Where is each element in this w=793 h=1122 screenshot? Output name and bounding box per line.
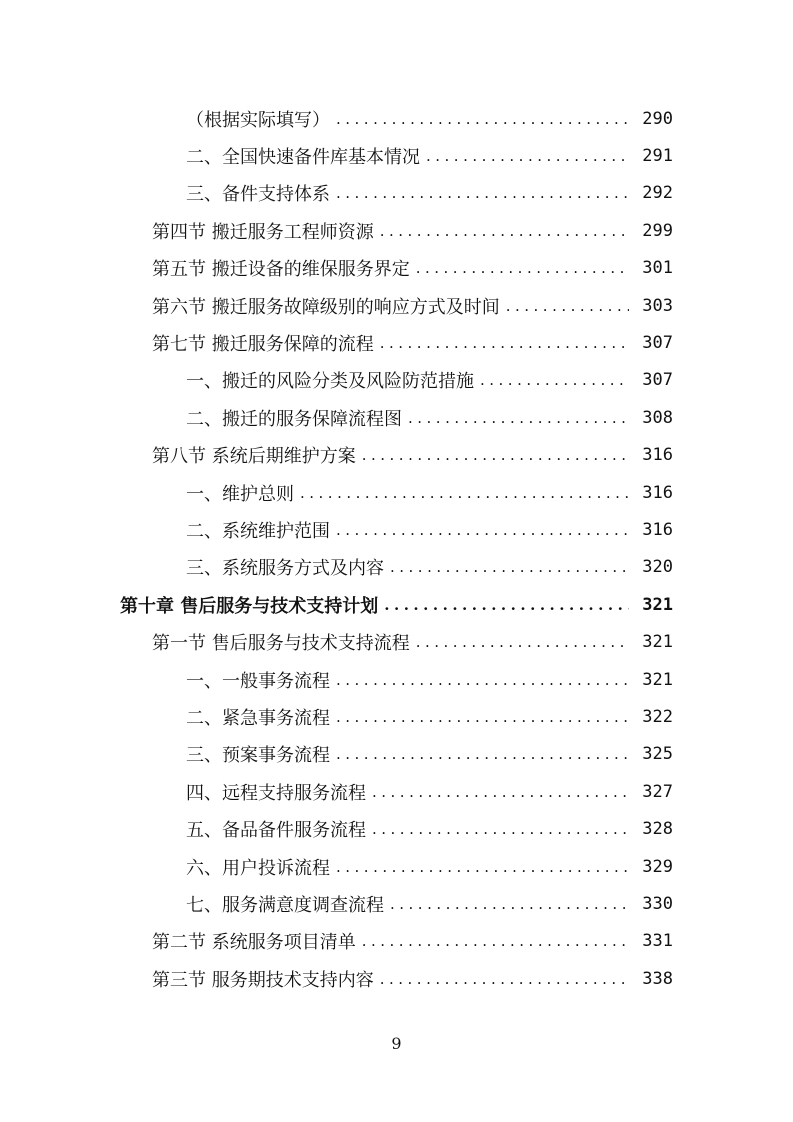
toc-entry[interactable] (0, 287, 793, 324)
toc-entry-page: 325 (642, 744, 673, 765)
toc-dot-leader (380, 334, 629, 352)
toc-entry-title: 第一节 售后服务与技术支持流程 (152, 633, 410, 655)
toc-entry[interactable] (0, 885, 793, 922)
toc-entry-page: 329 (642, 856, 673, 877)
toc-entry-title: 一、维护总则 (186, 483, 294, 505)
toc-dot-leader (416, 259, 629, 277)
toc-dot-leader (362, 446, 629, 464)
toc-entry[interactable] (0, 175, 793, 212)
toc-dot-leader (390, 558, 629, 576)
toc-entry-title: 第八节 系统后期维护方案 (152, 446, 356, 468)
toc-entry-page: 321 (642, 594, 673, 615)
toc-entry[interactable] (0, 773, 793, 810)
toc-entry-page: 299 (642, 220, 673, 241)
toc-dot-leader (336, 671, 629, 689)
toc-dot-leader (300, 484, 629, 502)
toc-entry[interactable] (0, 736, 793, 773)
toc-entry[interactable] (0, 399, 793, 436)
toc-dot-leader (372, 783, 629, 801)
toc-entry[interactable] (0, 511, 793, 548)
toc-dot-leader (372, 820, 629, 838)
toc-entry[interactable] (0, 137, 793, 174)
toc-entry-page: 303 (642, 295, 673, 316)
toc-entry-title: 第二节 系统服务项目清单 (152, 932, 356, 954)
toc-entry-page: 316 (642, 519, 673, 540)
toc-entry-title: 第七节 搬迁服务保障的流程 (152, 334, 374, 356)
toc-entry[interactable] (0, 586, 793, 623)
toc-entry-page: 301 (642, 258, 673, 279)
toc-dot-leader (336, 184, 629, 202)
toc-entry-page: 290 (642, 108, 673, 129)
toc-dot-leader (506, 297, 629, 315)
toc-entry[interactable] (0, 923, 793, 960)
toc-entry-title: 二、紧急事务流程 (186, 707, 330, 729)
toc-dot-leader (408, 409, 629, 427)
table-of-contents (0, 100, 793, 997)
toc-entry[interactable] (0, 848, 793, 885)
toc-entry-title: 二、搬迁的服务保障流程图 (186, 408, 402, 430)
toc-entry-page: 328 (642, 819, 673, 840)
toc-dot-leader (336, 858, 629, 876)
toc-dot-leader (336, 110, 629, 128)
toc-entry[interactable] (0, 661, 793, 698)
toc-entry-page: 331 (642, 931, 673, 952)
toc-entry-page: 307 (642, 370, 673, 391)
toc-dot-leader (336, 745, 629, 763)
toc-entry-page: 291 (642, 146, 673, 167)
toc-entry-page: 330 (642, 893, 673, 914)
toc-entry-page: 316 (642, 445, 673, 466)
toc-entry-page: 292 (642, 183, 673, 204)
toc-dot-leader (380, 970, 629, 988)
toc-entry-title: 第五节 搬迁设备的维保服务界定 (152, 259, 410, 281)
toc-entry[interactable] (0, 324, 793, 361)
toc-dot-leader (380, 222, 629, 240)
toc-entry[interactable] (0, 437, 793, 474)
toc-entry[interactable] (0, 810, 793, 847)
toc-entry-title: 二、全国快速备件库基本情况 (186, 147, 420, 169)
toc-entry-title: 一、搬迁的风险分类及风险防范措施 (186, 371, 474, 393)
toc-entry-title: 四、远程支持服务流程 (186, 782, 366, 804)
toc-entry-page: 321 (642, 669, 673, 690)
toc-entry-title: 第四节 搬迁服务工程师资源 (152, 221, 374, 243)
toc-entry-title: 五、备品备件服务流程 (186, 820, 366, 842)
toc-entry[interactable] (0, 960, 793, 997)
toc-entry-title: 三、系统服务方式及内容 (186, 558, 384, 580)
toc-dot-leader (390, 895, 629, 913)
toc-entry-title: 二、系统维护范围 (186, 520, 330, 542)
toc-entry-title: 三、备件支持体系 (186, 184, 330, 206)
toc-entry-title: 六、用户投诉流程 (186, 857, 330, 879)
toc-entry-title: 七、服务满意度调查流程 (186, 894, 384, 916)
toc-entry-page: 338 (642, 968, 673, 989)
toc-dot-leader (336, 708, 629, 726)
toc-entry-page: 308 (642, 407, 673, 428)
toc-entry[interactable] (0, 250, 793, 287)
page-number: 9 (391, 1034, 402, 1053)
toc-entry-page: 316 (642, 482, 673, 503)
toc-dot-leader (480, 371, 629, 389)
toc-entry-title: 第三节 服务期技术支持内容 (152, 969, 374, 991)
toc-entry[interactable] (0, 362, 793, 399)
toc-dot-leader (362, 932, 629, 950)
toc-entry-page: 321 (642, 632, 673, 653)
toc-dot-leader (416, 633, 629, 651)
toc-entry-title: 一、一般事务流程 (186, 670, 330, 692)
toc-entry-page: 307 (642, 333, 673, 354)
toc-entry[interactable] (0, 474, 793, 511)
toc-entry[interactable] (0, 698, 793, 735)
toc-dot-leader (384, 596, 629, 614)
toc-entry-page: 327 (642, 781, 673, 802)
toc-entry[interactable] (0, 549, 793, 586)
toc-entry-title: 三、预案事务流程 (186, 745, 330, 767)
toc-entry[interactable] (0, 100, 793, 137)
toc-dot-leader (336, 521, 629, 539)
toc-entry-title: 第十章 售后服务与技术支持计划 (120, 595, 379, 617)
toc-entry-title: （根据实际填写） (186, 109, 330, 131)
toc-entry-page: 322 (642, 706, 673, 727)
toc-entry-page: 320 (642, 557, 673, 578)
toc-entry[interactable] (0, 623, 793, 660)
toc-dot-leader (426, 147, 629, 165)
toc-entry[interactable] (0, 212, 793, 249)
toc-entry-title: 第六节 搬迁服务故障级别的响应方式及时间 (152, 296, 500, 318)
